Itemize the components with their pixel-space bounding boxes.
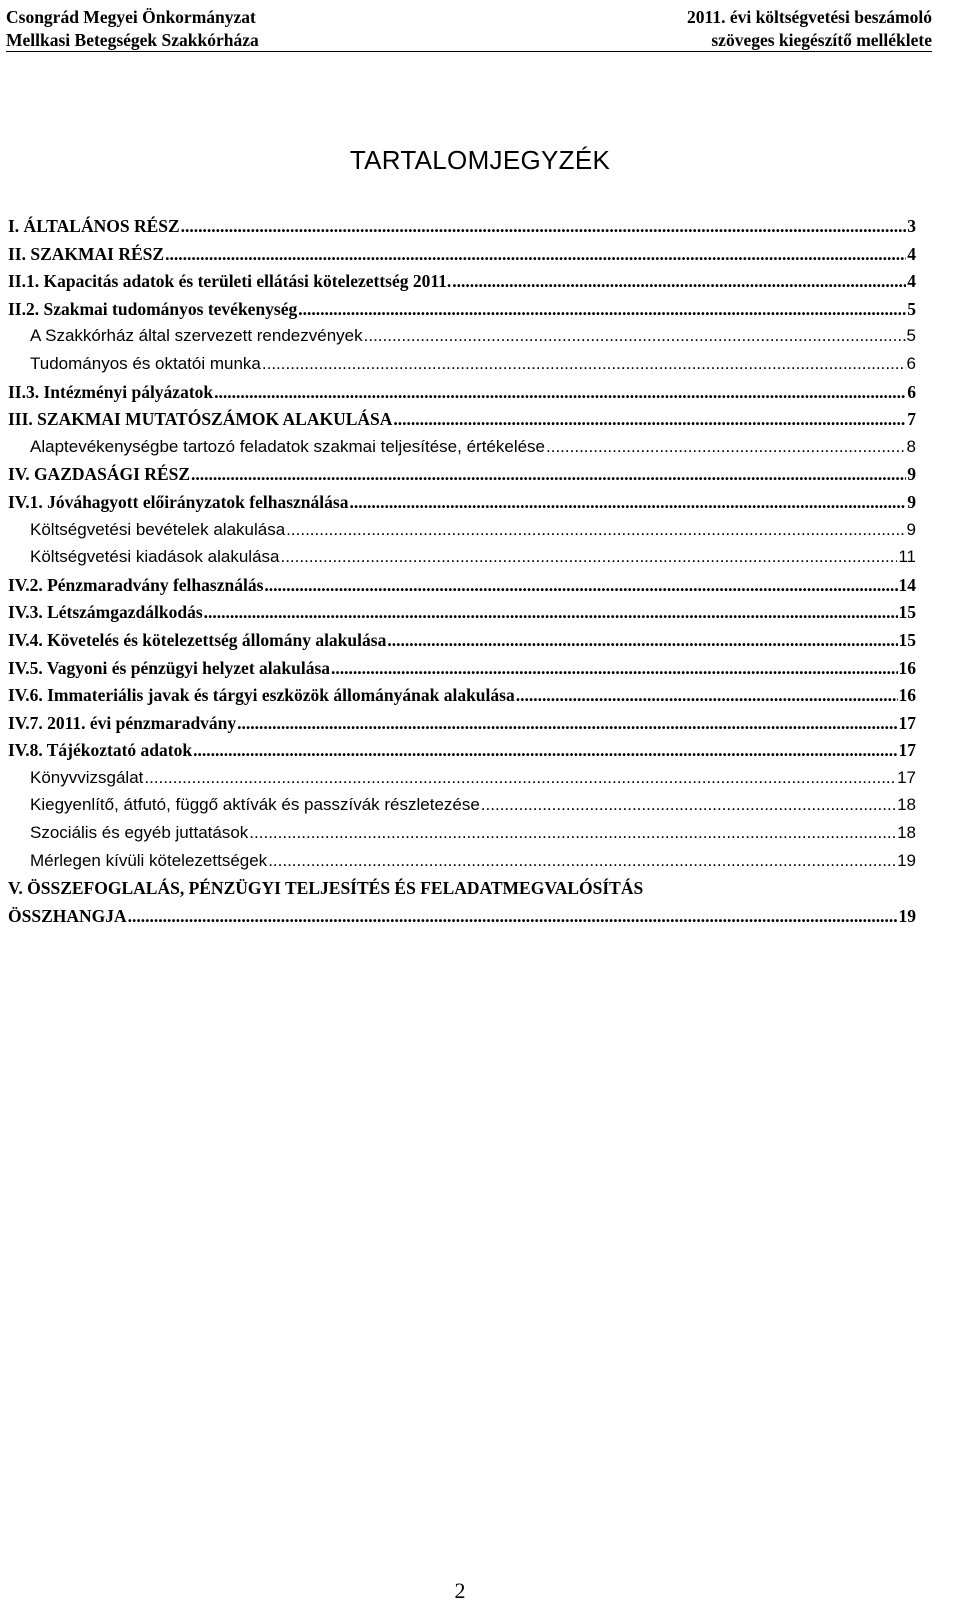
toc-entry-title: Alaptevékenységbe tartozó feladatok szakmai teljesítése, értékelése bbox=[30, 436, 546, 456]
toc-entry-title: Tudományos és oktatói munka bbox=[30, 353, 261, 373]
toc-entry[interactable] bbox=[8, 823, 916, 851]
toc-entry-title: Szociális és egyéb juttatások bbox=[30, 823, 249, 843]
toc-entry-page: 6 bbox=[906, 353, 916, 373]
toc-dot-leader bbox=[364, 326, 906, 346]
toc-entry[interactable] bbox=[8, 547, 916, 575]
toc-entry-page: 4 bbox=[907, 271, 916, 292]
toc-entry-title: Költségvetési kiadások alakulása bbox=[30, 547, 280, 567]
toc-dot-leader bbox=[280, 547, 897, 567]
toc-dot-leader bbox=[181, 216, 907, 237]
toc-dot-leader bbox=[481, 795, 896, 815]
toc-entry-page: 8 bbox=[906, 436, 916, 456]
toc-dot-leader bbox=[298, 299, 906, 320]
toc-entry-title: IV.5. Vagyoni és pénzügyi helyzet alakulása bbox=[8, 657, 331, 678]
toc-entry[interactable] bbox=[8, 685, 916, 713]
toc-entry-page: 4 bbox=[907, 243, 916, 264]
toc-entry-title: IV. GAZDASÁGI RÉSZ bbox=[8, 464, 191, 485]
toc-entry[interactable] bbox=[8, 630, 916, 658]
toc-entry-title: Könyvvizsgálat bbox=[30, 767, 144, 787]
toc-entry[interactable] bbox=[8, 520, 916, 548]
toc-entry-page: 18 bbox=[897, 823, 916, 843]
toc-entry-page: 16 bbox=[898, 685, 916, 706]
toc-dot-leader bbox=[144, 768, 896, 788]
toc-entry[interactable] bbox=[8, 658, 916, 686]
toc-entry-page: 3 bbox=[907, 216, 916, 236]
toc-entry[interactable] bbox=[8, 740, 916, 768]
toc-dot-leader bbox=[128, 906, 898, 927]
toc-entry-title: ÖSSZHANGJA bbox=[8, 905, 127, 926]
toc-entry[interactable] bbox=[8, 575, 916, 603]
toc-entry-title: II.2. Szakmai tudományos tevékenység bbox=[8, 298, 298, 319]
page-header bbox=[6, 6, 932, 50]
toc-entry-title: Kiegyenlítő, átfutó, függő aktívák és passzívák részletezése bbox=[30, 795, 480, 815]
toc-entry-page: 9 bbox=[906, 519, 916, 539]
toc-entry-title: V. ÖSSZEFOGLALÁS, PÉNZÜGYI TELJESÍTÉS ÉS FELADATMEGVALÓSÍTÁS bbox=[8, 878, 644, 899]
toc-entry[interactable] bbox=[8, 464, 916, 492]
toc-dot-leader bbox=[165, 244, 906, 265]
toc-entry-title: II.1. Kapacitás adatok és területi ellátási kötelezettség 2011. bbox=[8, 271, 452, 292]
toc-entry[interactable] bbox=[8, 382, 916, 410]
toc-entry[interactable] bbox=[8, 851, 916, 879]
toc-dot-leader bbox=[516, 685, 898, 706]
header-institution: Mellkasi Betegségek Szakkórháza bbox=[6, 30, 259, 50]
toc-dot-leader bbox=[546, 437, 906, 457]
toc-title: TARTALOMJEGYZÉK bbox=[349, 145, 611, 175]
toc-entry[interactable] bbox=[8, 299, 916, 327]
toc-entry-title: IV.4. Követelés és kötelezettség állomány alakulása bbox=[8, 629, 387, 650]
toc-entry-title: IV.7. 2011. évi pénzmaradvány bbox=[8, 712, 237, 733]
toc-entry-title: Költségvetési bevételek alakulása bbox=[30, 519, 286, 539]
toc-entry[interactable] bbox=[8, 713, 916, 741]
toc-entry-title: I. ÁLTALÁNOS RÉSZ bbox=[8, 216, 180, 236]
toc-entry-page: 11 bbox=[898, 547, 916, 567]
header-right bbox=[687, 6, 932, 52]
toc-entry[interactable] bbox=[8, 878, 916, 906]
toc-entry[interactable] bbox=[8, 768, 916, 796]
toc-dot-leader bbox=[264, 575, 897, 596]
header-report-title: 2011. évi költségvetési beszámoló bbox=[687, 7, 932, 27]
toc-entry-title: A Szakkórház által szervezett rendezvények bbox=[30, 326, 363, 346]
toc-entry-page: 17 bbox=[898, 712, 916, 733]
table-of-contents bbox=[8, 216, 916, 933]
toc-entry[interactable] bbox=[8, 271, 916, 299]
toc-entry-page: 16 bbox=[898, 657, 916, 678]
toc-entry-page: 15 bbox=[898, 629, 916, 650]
toc-entry-page: 17 bbox=[898, 740, 916, 761]
toc-dot-leader bbox=[193, 740, 897, 761]
toc-entry-page: 14 bbox=[898, 574, 916, 595]
toc-entry-page: 15 bbox=[898, 602, 916, 623]
toc-entry-title: IV.6. Immateriális javak és tárgyi eszközök állományának alakulása bbox=[8, 685, 515, 706]
toc-entry-page: 5 bbox=[907, 298, 916, 319]
toc-entry[interactable] bbox=[8, 326, 916, 354]
toc-entry[interactable] bbox=[8, 244, 916, 272]
toc-entry[interactable] bbox=[8, 492, 916, 520]
toc-entry-page: 19 bbox=[898, 905, 916, 926]
toc-dot-leader bbox=[387, 630, 897, 651]
toc-entry-title: IV.3. Létszámgazdálkodás bbox=[8, 602, 203, 623]
toc-dot-leader bbox=[204, 602, 898, 623]
toc-entry[interactable] bbox=[8, 602, 916, 630]
toc-entry-page: 19 bbox=[897, 850, 916, 870]
header-organization: Csongrád Megyei Önkormányzat bbox=[6, 7, 256, 27]
toc-entry-title: IV.2. Pénzmaradvány felhasználás bbox=[8, 574, 264, 595]
toc-entry[interactable] bbox=[8, 216, 916, 244]
toc-entry-page: 18 bbox=[897, 795, 916, 815]
toc-dot-leader bbox=[331, 658, 897, 679]
toc-entry-page: 5 bbox=[906, 326, 916, 346]
header-report-subtitle: szöveges kiegészítő melléklete bbox=[711, 30, 932, 50]
toc-dot-leader bbox=[393, 409, 906, 430]
toc-dot-leader bbox=[249, 823, 896, 843]
header-left bbox=[6, 6, 259, 52]
toc-entry[interactable] bbox=[8, 409, 916, 437]
page-number: 2 bbox=[454, 1578, 466, 1603]
toc-entry-page: 9 bbox=[907, 464, 916, 485]
toc-entry-title: IV.1. Jóváhagyott előirányzatok felhasználása bbox=[8, 491, 349, 512]
toc-entry-page: 17 bbox=[897, 767, 916, 787]
toc-entry[interactable] bbox=[8, 354, 916, 382]
toc-entry[interactable] bbox=[8, 437, 916, 465]
toc-entry-page: 9 bbox=[907, 491, 916, 512]
toc-dot-leader bbox=[262, 354, 906, 374]
toc-entry[interactable] bbox=[8, 906, 916, 934]
toc-dot-leader bbox=[452, 271, 906, 292]
toc-dot-leader bbox=[237, 713, 897, 734]
toc-dot-leader bbox=[268, 851, 896, 871]
toc-entry-title: II.3. Intézményi pályázatok bbox=[8, 381, 214, 402]
toc-dot-leader bbox=[286, 520, 905, 540]
toc-entry-title: III. SZAKMAI MUTATÓSZÁMOK ALAKULÁSA bbox=[8, 409, 393, 430]
toc-dot-leader bbox=[214, 382, 906, 403]
toc-entry-page: 7 bbox=[907, 409, 916, 430]
toc-entry-page: 6 bbox=[907, 381, 916, 402]
toc-entry-title: Mérlegen kívüli kötelezettségek bbox=[30, 850, 268, 870]
toc-entry[interactable] bbox=[8, 795, 916, 823]
toc-entry-title: II. SZAKMAI RÉSZ bbox=[8, 243, 165, 264]
toc-dot-leader bbox=[349, 492, 906, 513]
toc-entry-title: IV.8. Tájékoztató adatok bbox=[8, 740, 193, 761]
toc-dot-leader bbox=[191, 464, 906, 485]
header-divider bbox=[6, 51, 932, 52]
